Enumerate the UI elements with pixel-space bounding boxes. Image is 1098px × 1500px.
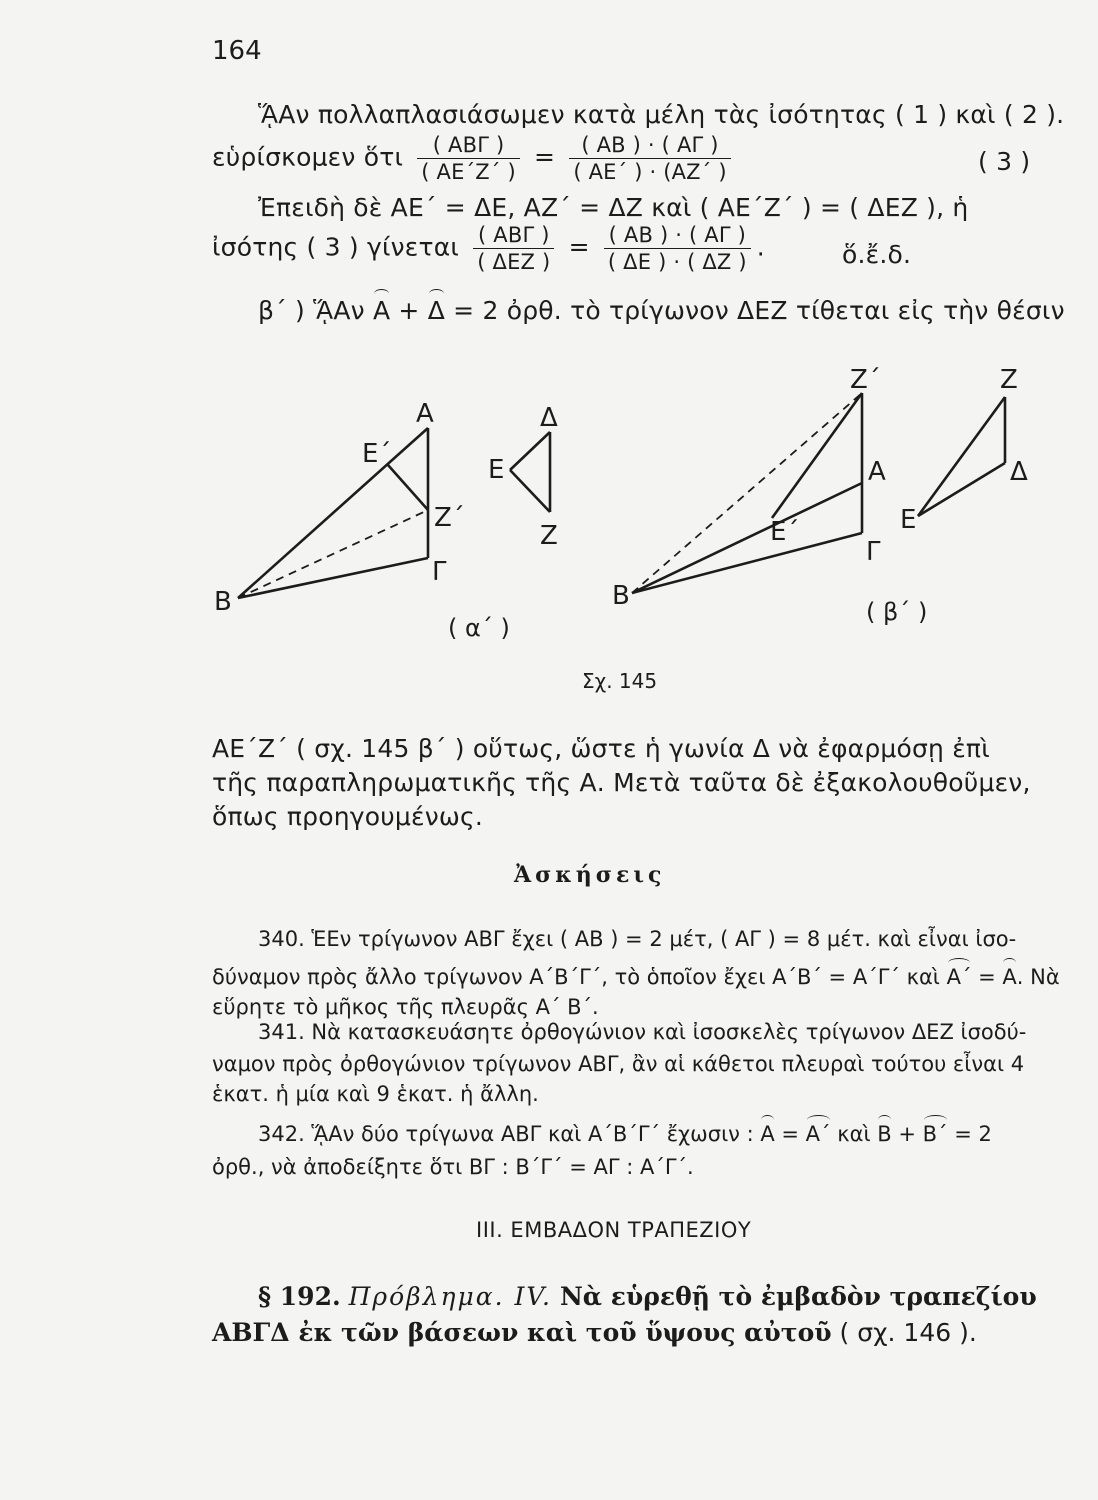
line5-plus: + [390,296,428,325]
eq3-label: ( 3 ) [978,147,1031,176]
eq4-prefix: ἰσότης ( 3 ) γίνεται [212,232,460,262]
segment-e1z1 [388,465,428,510]
eq4-rhs-num: ( ΑΒ ) · ( ΑΓ ) [604,222,751,249]
eq4-lhs-num: ( ΑΒΓ ) [473,222,554,249]
section-number: § 192. [258,1282,341,1311]
ex342-l1-start: 342. ᾍΑν δύο τρίγωνα ΑΒΓ καὶ Α΄Β΄Γ΄ ἔχωσιν : [258,1122,761,1146]
side-bg [238,558,428,598]
ex342-hat-a1: Α΄ [805,1122,831,1146]
label-e1: Ε΄ [362,439,392,469]
ex342-line-1 [258,1122,992,1146]
ex342-eq: = [774,1122,806,1146]
line5-end: = 2 ὀρθ. τὸ τρίγωνον ΔΕΖ τίθεται εἰς τὴν θέσιν [445,296,1065,325]
eq4-equals: = [568,232,590,262]
caption-a: ( α΄ ) [448,614,510,642]
triangle-zde [918,397,1005,516]
side-ba [238,428,428,598]
label-d-small: Δ [540,403,558,433]
eq4-lhs-den: ( ΔΕΖ ) [477,250,551,274]
caption-b: ( β΄ ) [866,598,928,626]
ex341-line-2: ναμον πρὸς ὀρθογώνιον τρίγωνον ΑΒΓ, ἂν αἱ κάθετοι πλευραὶ τούτου εἶναι 4 [212,1052,1025,1076]
label-b: Β [214,587,232,617]
ex340-line-3: εὕρητε τὸ μῆκος τῆς πλευρᾶς Α΄ Β΄. [212,995,599,1019]
side-e1z1 [772,393,862,518]
figure-caption: Σχ. 145 [582,669,658,693]
section-192-ref: ( σχ. 146 ). [831,1318,977,1347]
eq3-prefix: εὑρίσκομεν ὅτι [212,142,404,172]
figure-145 [0,0,1098,700]
section-192-text-1: Νὰ εὑρεθῇ τὸ ἐμβαδὸν τραπεζίου [559,1282,1037,1311]
ex342-and: καὶ [830,1122,878,1146]
qed-mark: ὅ.ἔ.δ. [842,240,912,269]
ex342-hat-a: Α [760,1122,775,1146]
triangle-abg-b [632,393,862,593]
line5-start: β΄ ) ᾍΑν [258,296,373,325]
eq3-lhs-num: ( ΑΒΓ ) [417,132,520,159]
label-z1-b: Ζ΄ [850,365,881,395]
label-a-b: Α [868,457,886,487]
angle-a-hat: Α [372,296,391,325]
text-line-1: ᾍΑν πολλαπλασιάσωμεν κατὰ μέλη τὰς ἰσότητας ( 1 ) καὶ ( 2 ). [258,100,1065,129]
side-ed [918,463,1005,516]
ex342-hat-b1: Β΄ [922,1122,948,1146]
ex340-hat-a: Α [1002,965,1017,989]
side-ba-b [632,483,862,593]
section-192-line-1 [258,1282,1037,1311]
side-ze [918,397,1005,516]
eq4-rhs-den: ( ΔΕ ) · ( ΔΖ ) [607,250,747,274]
eq3-lhs-den: ( ΑΕ΄Ζ΄ ) [421,160,516,184]
ex340-hat-a1: Α΄ [946,965,972,989]
page-number: 164 [212,36,262,66]
text-line-3: Ἐπειδὴ δὲ ΑΕ΄ = ΔΕ, ΑΖ΄ = ΔΖ καὶ ( ΑΕ΄Ζ΄ ) = ( ΔΕΖ ), ἡ [258,193,969,222]
label-z-small: Ζ [540,521,558,551]
angle-d-hat: Δ [427,296,446,325]
ex341-line-1: 341. Νὰ κατασκευάσητε ὀρθογώνιον καὶ ἰσοσκελὲς τρίγωνον ΔΕΖ ἰσοδύ- [258,1020,1027,1044]
label-e-c: Ε [900,505,917,535]
exercises-title: Ἀσκήσεις [514,862,666,888]
section-192-text-2: ΑΒΓΔ ἐκ τῶν βάσεων καὶ τοῦ ὕψους αὐτοῦ [212,1318,832,1347]
ex340-eq: = [971,965,1003,989]
triangle-dez [510,432,550,512]
para-line-2: τῆς παραπληρωματικῆς τῆς Α. Μετὰ ταῦτα δὲ ἐξακολουθοῦμεν, [212,768,1031,797]
ex340-line-1: 340. ἙΕν τρίγωνον ΑΒΓ ἔχει ( ΑΒ ) = 2 μέτ, ( ΑΓ ) = 8 μέτ. καὶ εἶναι ἰσο- [258,927,1017,951]
label-z1: Ζ΄ [434,503,465,533]
label-e1-b: Ε΄ [770,517,800,547]
eq3-rhs-num: ( ΑΒ ) · ( ΑΓ ) [569,132,730,159]
para-line-1: ΑΕ΄Ζ΄ ( σχ. 145 β΄ ) οὕτως, ὥστε ἡ γωνία Δ νὰ ἐφαρμόσῃ ἐπὶ [212,734,990,763]
ex340-l2-start: δύναμον πρὸς ἄλλο τρίγωνον Α΄Β΄Γ΄, τὸ ὁποῖον ἔχει Α΄Β΄ = Α΄Γ΄ καὶ [212,965,947,989]
ex340-line-2 [212,965,1060,989]
ex342-line-2: ὀρθ., νὰ ἀποδείξητε ὅτι ΒΓ : Β΄Γ΄ = ΑΓ : Α΄Γ΄. [212,1155,694,1179]
label-a: Α [416,399,434,429]
ex342-hat-b: Β [877,1122,892,1146]
para-line-3: ὅπως προηγουμένως. [212,802,484,831]
dashed-bz1 [238,510,428,598]
label-z-c: Ζ [1000,365,1018,395]
eq4-period: . [756,232,765,262]
ex342-plus: + [891,1122,923,1146]
label-g-b: Γ [866,537,881,567]
triangle-abg [238,428,428,598]
section-192-line-2 [212,1318,977,1347]
side-de [510,432,550,470]
ex342-l1-end: = 2 [947,1122,992,1146]
eq3-rhs-den: ( ΑΕ΄ ) · (ΑΖ΄ ) [573,160,727,184]
label-d-c: Δ [1010,457,1028,487]
problem-label: Πρόβλημα. IV. [348,1282,552,1311]
ex340-l2-end: . Νὰ [1016,965,1060,989]
label-g: Γ [432,557,447,587]
side-ez [510,470,550,512]
label-b-b: Β [612,581,630,611]
ex341-line-3: ἑκατ. ἡ μία καὶ 9 ἑκατ. ἡ ἄλλη. [212,1082,539,1106]
label-e-small: Ε [488,455,505,485]
section-title: III. ΕΜΒΑΔΟΝ ΤΡΑΠΕΖΙΟΥ [476,1218,752,1242]
eq3-equals: = [534,142,556,172]
